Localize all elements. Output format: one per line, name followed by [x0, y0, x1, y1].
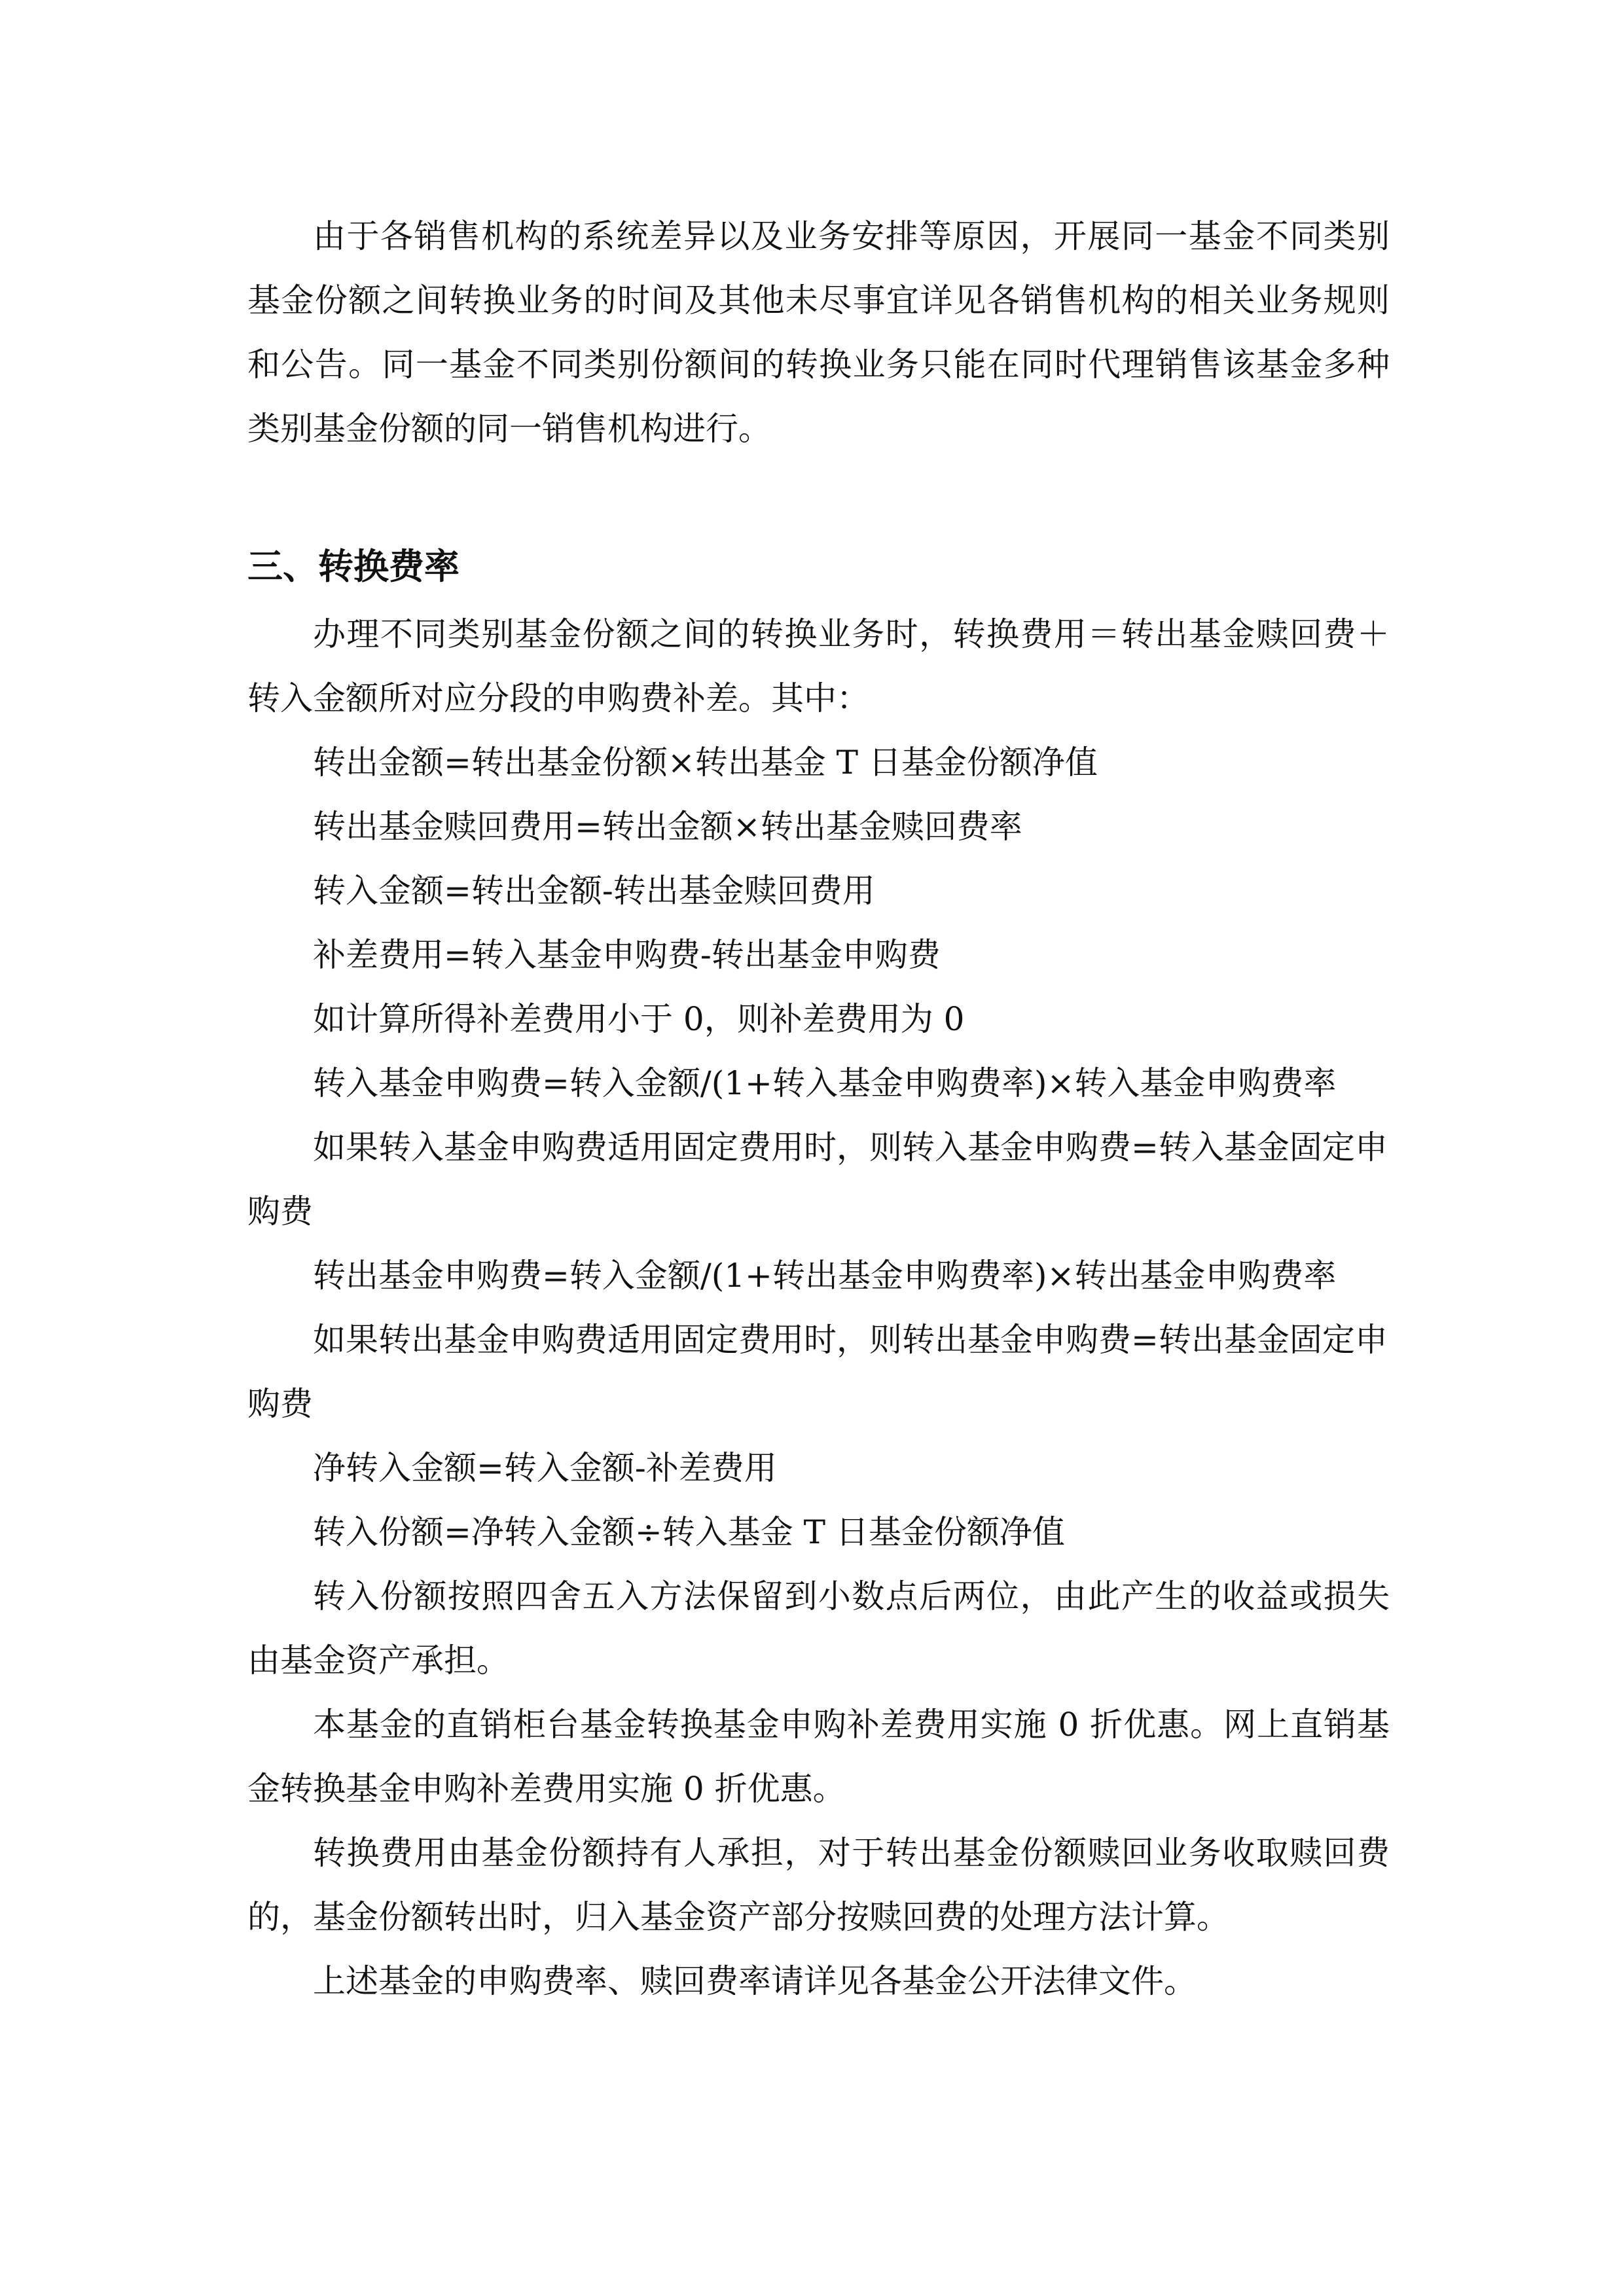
formula-difference-fee: 补差费用=转入基金申购费-转出基金申购费: [313, 936, 941, 974]
reference-note: 上述基金的申购费率、赎回费率请详见各基金公开法律文件。: [313, 1962, 1197, 2000]
fee-bearing-note: 转换费用由基金份额持有人承担，对于转出基金份额赎回业务收取赎回费的，基金份额转出时，归入基金资产部分按赎回费的处理方法计算。: [247, 1834, 1390, 1936]
formula-redemption-fee: 转出基金赎回费用=转出金额×转出基金赎回费率: [313, 808, 1022, 846]
intro-paragraph: 由于各销售机构的系统差异以及业务安排等原因，开展同一基金不同类别基金份额之间转换业务的时间及其他未尽事宜详见各销售机构的相关业务规则和公告。同一基金不同类别份额间的转换业务只能在同时代理销售该基金多种类别基金份额的同一销售机构进行。: [247, 217, 1390, 448]
formula-net-transfer-in-amount: 净转入金额=转入金额-补差费用: [313, 1449, 777, 1487]
discount-note: 本基金的直销柜台基金转换基金申购补差费用实施 0 折优惠。网上直销基金转换基金申购补差费用实施 0 折优惠。: [247, 1706, 1390, 1808]
conversion-fee-intro: 办理不同类别基金份额之间的转换业务时，转换费用＝转出基金赎回费＋转入金额所对应分段的申购费补差。其中：: [247, 615, 1390, 717]
formula-transfer-out-amount: 转出金额=转出基金份额×转出基金 T 日基金份额净值: [313, 744, 1098, 781]
formula-transfer-in-shares: 转入份额=净转入金额÷转入基金 T 日基金份额净值: [313, 1513, 1065, 1551]
formula-transfer-out-fixed-fee: 如果转出基金申购费适用固定费用时，则转出基金申购费=转出基金固定申购费: [247, 1321, 1388, 1423]
formula-transfer-out-subscription-fee: 转出基金申购费=转入金额/(1+转出基金申购费率)×转出基金申购费率: [313, 1257, 1337, 1295]
formula-difference-fee-floor: 如计算所得补差费用小于 0，则补差费用为 0: [313, 1000, 965, 1038]
section-heading-conversion-fee: 三、转换费率: [247, 546, 460, 587]
rounding-note: 转入份额按照四舍五入方法保留到小数点后两位，由此产生的收益或损失由基金资产承担。: [247, 1577, 1390, 1679]
document-body: [247, 204, 1390, 2013]
formula-transfer-in-fixed-fee: 如果转入基金申购费适用固定费用时，则转入基金申购费=转入基金固定申购费: [247, 1128, 1388, 1230]
formula-transfer-in-amount: 转入金额=转出金额-转出基金赎回费用: [313, 872, 875, 910]
formula-transfer-in-subscription-fee: 转入基金申购费=转入金额/(1+转入基金申购费率)×转入基金申购费率: [313, 1064, 1337, 1102]
